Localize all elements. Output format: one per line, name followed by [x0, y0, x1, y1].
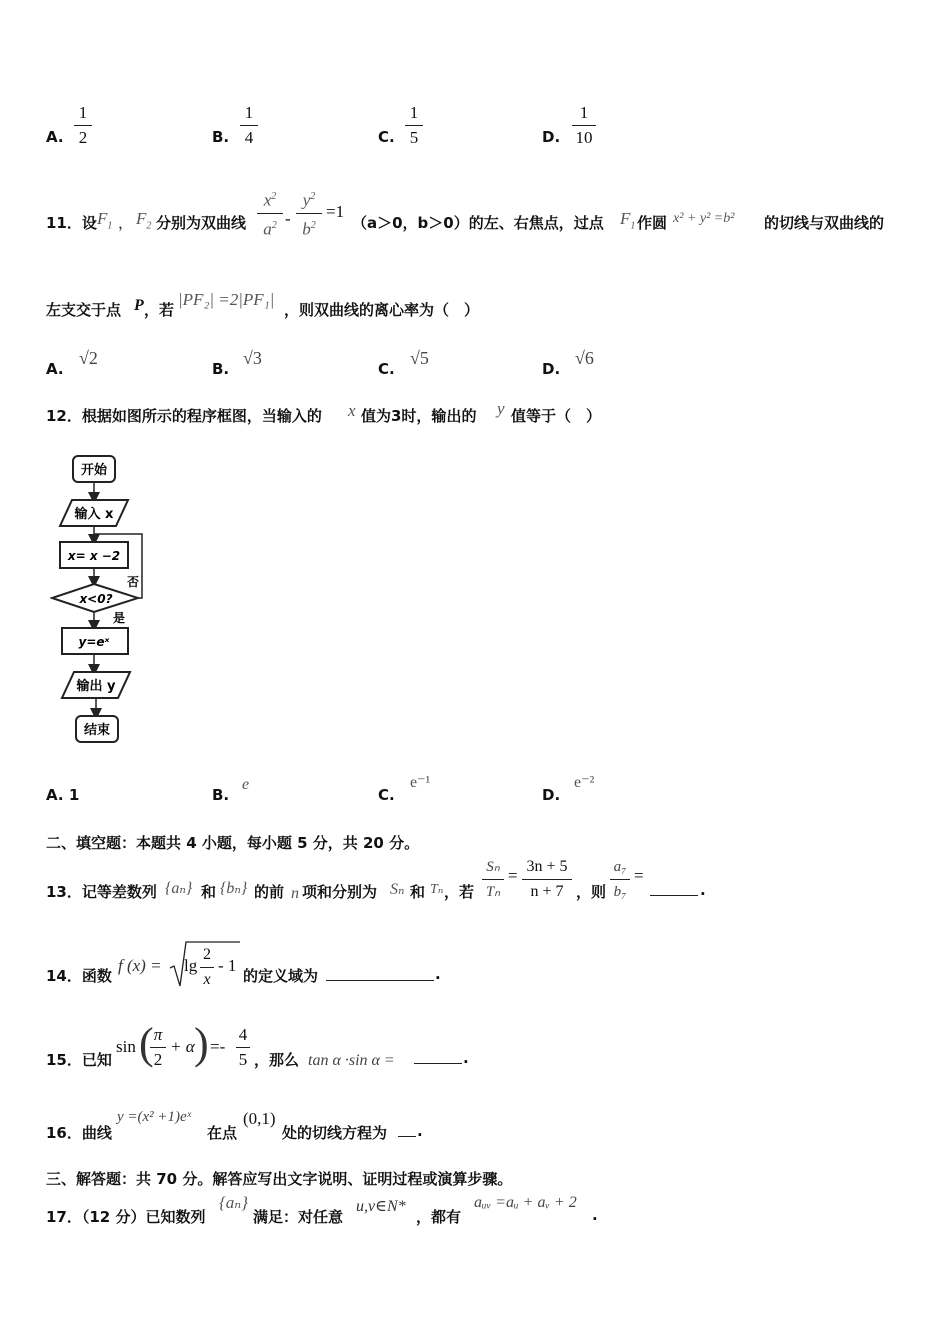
option-d-label: D.: [542, 128, 561, 146]
ratio-3n5-n7: 3n + 5 n + 7: [522, 856, 572, 903]
option-b-label: B.: [212, 128, 230, 146]
flow-output-text: 输出 y: [76, 679, 116, 694]
option-c-value: √5: [410, 348, 429, 368]
flow-condition-text: x<0?: [79, 592, 113, 606]
flow-start-text: 开始: [80, 463, 108, 478]
flow-expr-text: y=eˣ: [78, 635, 110, 649]
flow-input-text: 输入 x: [74, 507, 114, 522]
option-c-value: e⁻¹: [410, 774, 431, 791]
flowchart: [50, 450, 160, 750]
hyperbola-x-fraction: $x^2$ $a^2$: [257, 186, 283, 240]
flow-end-text: 结束: [83, 723, 111, 738]
answer-blank[interactable]: [326, 964, 434, 985]
option-a-label: A.: [46, 128, 64, 146]
option-d-fraction: 1 10: [572, 102, 596, 149]
fraction-4-5: 4 5: [236, 1024, 250, 1071]
answer-blank[interactable]: [414, 1047, 462, 1068]
fraction-2-x: 2 x: [200, 944, 214, 991]
ratio-sn-tn: Sₙ Tₙ: [482, 856, 504, 903]
answer-blank[interactable]: [398, 1120, 416, 1141]
option-c-fraction: 1 5: [405, 102, 423, 149]
section-3-heading: 三、解答题：共 70 分。解答应写出文字说明、证明过程或演算步骤。: [46, 1170, 513, 1188]
option-a-fraction: 1 2: [74, 102, 92, 149]
option-c-label: C.: [378, 128, 395, 146]
hyperbola-y-fraction: $y^2$ $b^2$: [296, 186, 322, 240]
option-a-value: √2: [79, 348, 98, 368]
fraction-pi-2: π 2: [150, 1024, 166, 1071]
flow-yes-label: 是: [113, 611, 126, 625]
answer-blank[interactable]: [650, 879, 698, 900]
option-d-value: e⁻²: [574, 774, 595, 791]
option-b-value: e: [242, 776, 250, 793]
option-b-value: √3: [243, 348, 262, 368]
flow-no-label: 否: [127, 575, 140, 589]
section-2-heading: 二、填空题：本题共 4 小题，每小题 5 分，共 20 分。: [46, 834, 420, 852]
option-b-fraction: 1 4: [240, 102, 258, 149]
ratio-a7-b7: a₇ b₇: [610, 856, 630, 903]
option-d-value: √6: [575, 348, 594, 368]
option-a-value: 1: [68, 786, 80, 804]
flow-assign-text: x= x −2: [67, 549, 121, 563]
